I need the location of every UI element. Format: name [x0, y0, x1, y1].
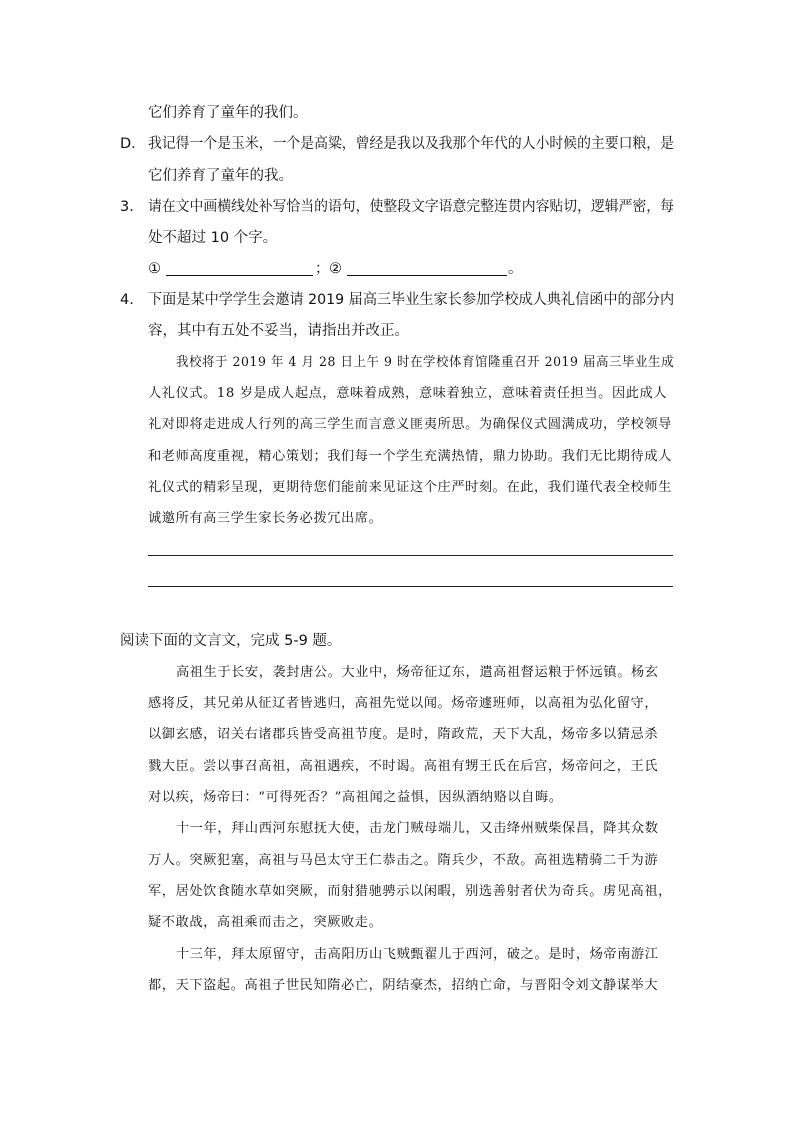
reading-section-intro: 阅读下面的文言文，完成 5-9 题。 [120, 633, 342, 649]
question-3-line-2: 处不超过 10 个字。 [148, 230, 278, 246]
letter-line: 礼仪式的精彩呈现，更期待您们能前来见证这个庄严时刻。在此，我们谨代表全校师生 [148, 480, 672, 495]
passage-line: 万人。突厥犯塞，高祖与马邑太守王仁恭击之。隋兵少，不敌。高祖选精骑二千为游 [148, 853, 659, 868]
question-4-number: 4. [120, 292, 134, 308]
passage-line: 都，天下盗起。高祖子世民知隋必亡，阴结豪杰，招纳亡命，与晋阳令刘文静谋举大 [148, 978, 659, 993]
question-4-line-1: 下面是某中学学生会邀请 2019 届高三毕业生家长参加学校成人典礼信函中的部分内 [148, 292, 675, 308]
question-4-line-2: 容，其中有五处不妥当，请指出并改正。 [148, 323, 409, 339]
answer-blank-1[interactable] [166, 261, 313, 276]
letter-line: 礼对即将走进成人行列的高三学生而言意义匪夷所思。为确保仪式圆满成功，学校领导 [148, 417, 672, 432]
passage-line: 对以疾，炀帝曰：“可得死否？”高祖闻之益惧，因纵酒纳赂以自晦。 [148, 790, 563, 805]
passage-line: 高祖生于长安，袭封唐公。大业中，炀帝征辽东，遣高祖督运粮于怀远镇。杨玄 [176, 665, 659, 680]
blank-2-mark: ② [329, 261, 342, 277]
answer-line-1[interactable] [148, 555, 673, 556]
passage-line: 感将反，其兄弟从征辽者皆逃归，高祖先觉以闻。炀帝遽班师，以高祖为弘化留守， [148, 696, 659, 711]
letter-line: 诚邀所有高三学生家长务必拨冗出席。 [148, 511, 383, 526]
blank-end-mark: 。 [508, 261, 523, 277]
question-3-number: 3． [120, 199, 144, 215]
passage-line: 戮大臣。尝以事召高祖，高祖遇疾，不时谒。高祖有甥王氏在后宫，炀帝问之，王氏 [148, 759, 659, 774]
q2-option-c-continuation: 它们养育了童年的我们。 [148, 105, 308, 121]
passage-line: 十三年，拜太原留守，击高阳历山飞贼甄翟儿于西河，破之。是时，炀帝南游江 [176, 947, 659, 962]
passage-line: 疑不敢战，高祖乘而击之，突厥败走。 [148, 915, 383, 930]
option-d-line-1: 我记得一个是玉米，一个是高粱，曾经是我以及我那个年代的人小时候的主要口粮，是 [148, 136, 674, 152]
answer-line-2[interactable] [148, 586, 673, 587]
letter-line: 和老师高度重视，精心策划；我们每一个学生充满热情，鼎力协助。我们无比期待成人 [148, 449, 672, 464]
answer-blank-2[interactable] [347, 261, 507, 276]
blank-separator: ； [315, 261, 330, 277]
option-d-line-2: 它们养育了童年的我。 [148, 168, 293, 184]
letter-line: 我校将于 2019 年 4 月 28 日上午 9 时在学校体育馆隆重召开 2019 届高三毕业生成 [176, 355, 675, 370]
blank-1-mark: ① [148, 261, 161, 277]
question-3-line-1: 请在文中画横线处补写恰当的语句，使整段文字语意完整连贯内容贴切，逻辑严密，每 [148, 199, 674, 215]
passage-line: 以御玄感，诏关右诸郡兵皆受高祖节度。是时，隋政荒，天下大乱，炀帝多以猜忌杀 [148, 727, 659, 742]
passage-line: 军，居处饮食随水草如突厥，而射猎驰骋示以闲暇，别选善射者伏为奇兵。虏见高祖， [148, 884, 672, 899]
passage-line: 十一年，拜山西河东慰抚大使，击龙门贼母端儿，又击绛州贼柴保昌，降其众数 [176, 821, 659, 836]
letter-line: 人礼仪式。18 岁是成人起点，意味着成熟，意味着独立，意味着责任担当。因此成人 [148, 386, 668, 401]
option-d-label: D． [120, 136, 146, 152]
